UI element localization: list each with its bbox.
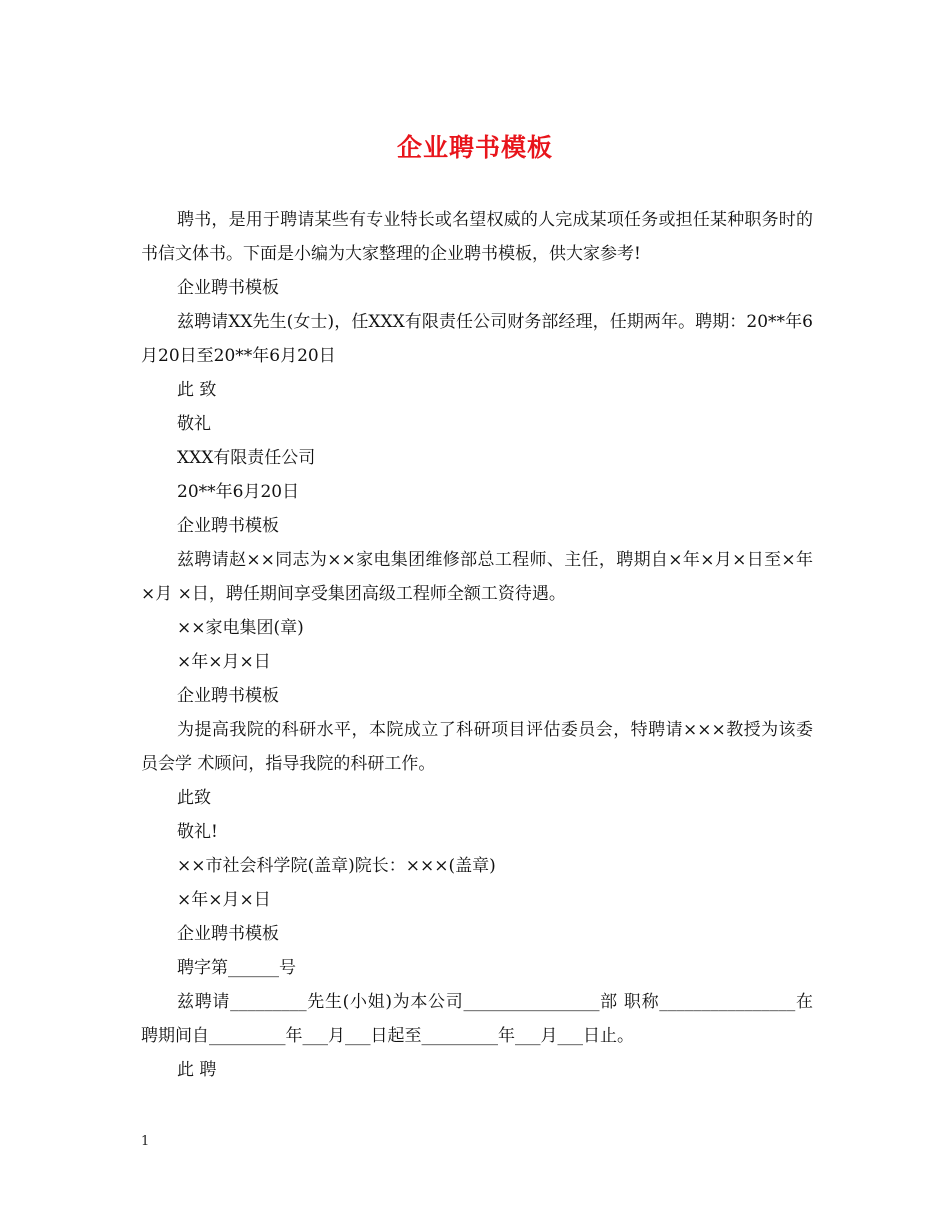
paragraph: ××市社会科学院(盖章)院长：×××(盖章) bbox=[177, 856, 496, 876]
paragraph: 此 聘 bbox=[177, 1060, 217, 1080]
paragraph: 此 致 bbox=[177, 380, 217, 400]
paragraph: ××家电集团(章) bbox=[177, 618, 304, 638]
paragraph: ×年×月×日 bbox=[177, 652, 271, 672]
document-title: 企业聘书模板 bbox=[396, 133, 553, 162]
paragraph: 兹聘请赵××同志为××家电集团维修部总工程师、主任，聘期自×年×月×日至×年×月 ×日，聘任期间享受集团高级工程师全额工资待遇。 bbox=[141, 550, 813, 604]
paragraph: 企业聘书模板 bbox=[177, 278, 279, 298]
paragraph: 兹聘请XX先生(女士)，任XXX有限责任公司财务部经理，任期两年。聘期：20**年6月20日至20**年6月20日 bbox=[141, 312, 813, 366]
paragraph: 企业聘书模板 bbox=[177, 516, 279, 536]
paragraph: 此致 bbox=[177, 788, 211, 808]
paragraph: XXX有限责任公司 bbox=[177, 448, 316, 468]
paragraph: 聘书，是用于聘请某些有专业特长或名望权威的人完成某项任务或担任某种职务时的书信文体书。下面是小编为大家整理的企业聘书模板，供大家参考! bbox=[141, 210, 813, 264]
paragraph: 为提高我院的科研水平，本院成立了科研项目评估委员会，特聘请×××教授为该委员会学 术顾问，指导我院的科研工作。 bbox=[141, 720, 813, 774]
paragraph: 兹聘请_________先生(小姐)为本公司________________部 职称________________在聘期间自_________年___月___日起至_________年___月___日止。 bbox=[141, 992, 813, 1046]
paragraph: 20**年6月20日 bbox=[177, 482, 300, 502]
paragraph: 企业聘书模板 bbox=[177, 686, 279, 706]
paragraph: 敬礼 bbox=[177, 414, 211, 434]
page-number: 1 bbox=[141, 1134, 150, 1149]
document-body bbox=[141, 203, 813, 1087]
paragraph: 聘字第______号 bbox=[177, 958, 296, 978]
paragraph: 企业聘书模板 bbox=[177, 924, 279, 944]
paragraph: ×年×月×日 bbox=[177, 890, 271, 910]
paragraph: 敬礼! bbox=[177, 822, 218, 842]
